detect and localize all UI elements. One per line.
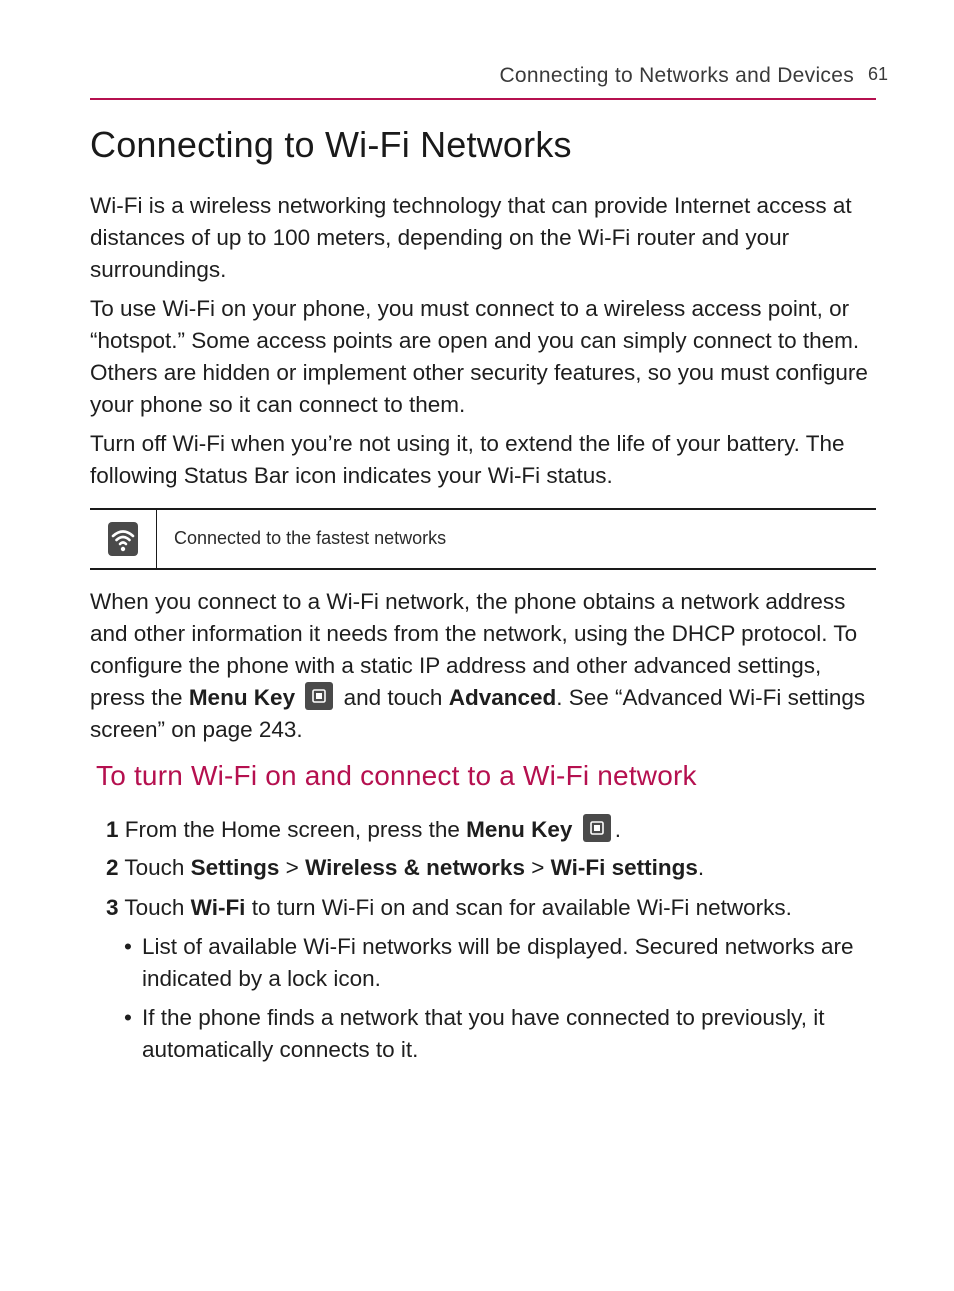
wifi-status-icon [108, 522, 138, 556]
step-text: . [697, 855, 705, 880]
page-number: 61 [867, 64, 888, 84]
step-number: 1 [106, 817, 119, 842]
step-bold: Wi-Fi settings [550, 855, 698, 880]
dhcp-paragraph [90, 586, 880, 746]
step-bold: Menu Key [466, 817, 573, 842]
running-header [90, 62, 888, 100]
step-text: to turn Wi-Fi on and scan for available Wi-Fi networks. [245, 895, 792, 920]
dhcp-text-1: When you connect to a Wi-Fi network, the phone obtains a network address and other information it needs from the network, using the DHCP protocol. To configure the phone with a static IP address and other advanced settings, press the [90, 589, 858, 710]
section-heading: To turn Wi-Fi on and connect to a Wi-Fi network [96, 760, 697, 791]
step-2 [106, 852, 886, 884]
status-icon-cell [90, 510, 157, 568]
step-text: . [614, 817, 621, 842]
dhcp-text-3: . See “Advanced Wi-Fi settings screen” on page 243. [90, 685, 866, 742]
step-bold: Wi-Fi [190, 895, 246, 920]
intro-paragraph-1: Wi-Fi is a wireless networking technology that can provide Internet access at distances of up to 100 meters, depending on the Wi-Fi router and your surroundings. [90, 193, 852, 282]
running-title: Connecting to Networks and Devices [499, 64, 854, 87]
bullet-dot: • [124, 934, 132, 959]
dhcp-text-2: and touch [337, 685, 449, 710]
step-number: 3 [106, 895, 119, 920]
step-text: Touch [118, 895, 191, 920]
intro-paragraph-2: To use Wi-Fi on your phone, you must connect to a wireless access point, or “hotspot.” Some access points are open and you can simply connect to them. Others are hidden or implement other security features, so you must configure your phone so it can connect to them. [90, 296, 868, 417]
intro-paragraph-3: Turn off Wi-Fi when you’re not using it, to extend the life of your battery. The following Status Bar icon indicates your Wi-Fi status. [90, 431, 845, 488]
menu-key-label: Menu Key [188, 685, 296, 710]
menu-key-icon [583, 814, 611, 842]
step-text: Touch [118, 855, 191, 880]
bullet-text: If the phone finds a network that you have connected to previously, it automatically connects to it. [142, 1005, 825, 1062]
step-text: From the Home screen, press the [118, 817, 467, 842]
step-bold: Wireless & networks [305, 855, 525, 880]
bullet-dot: • [124, 1005, 132, 1030]
status-icon-label: Connected to the fastest networks [174, 528, 447, 548]
status-icon-table [90, 508, 876, 570]
step-number: 2 [106, 855, 119, 880]
advanced-label: Advanced [448, 685, 557, 710]
bullet-text: List of available Wi-Fi networks will be displayed. Secured networks are indicated by a lock icon. [142, 934, 854, 991]
step-separator: > [279, 855, 306, 880]
page-title: Connecting to Wi-Fi Networks [90, 124, 572, 165]
step-bold: Settings [190, 855, 280, 880]
menu-key-icon [305, 682, 333, 710]
step-3 [106, 892, 886, 924]
step-1 [106, 814, 886, 846]
bullet-item-2 [124, 1002, 884, 1072]
step-separator: > [524, 855, 551, 880]
bullet-item-1 [124, 931, 884, 1001]
